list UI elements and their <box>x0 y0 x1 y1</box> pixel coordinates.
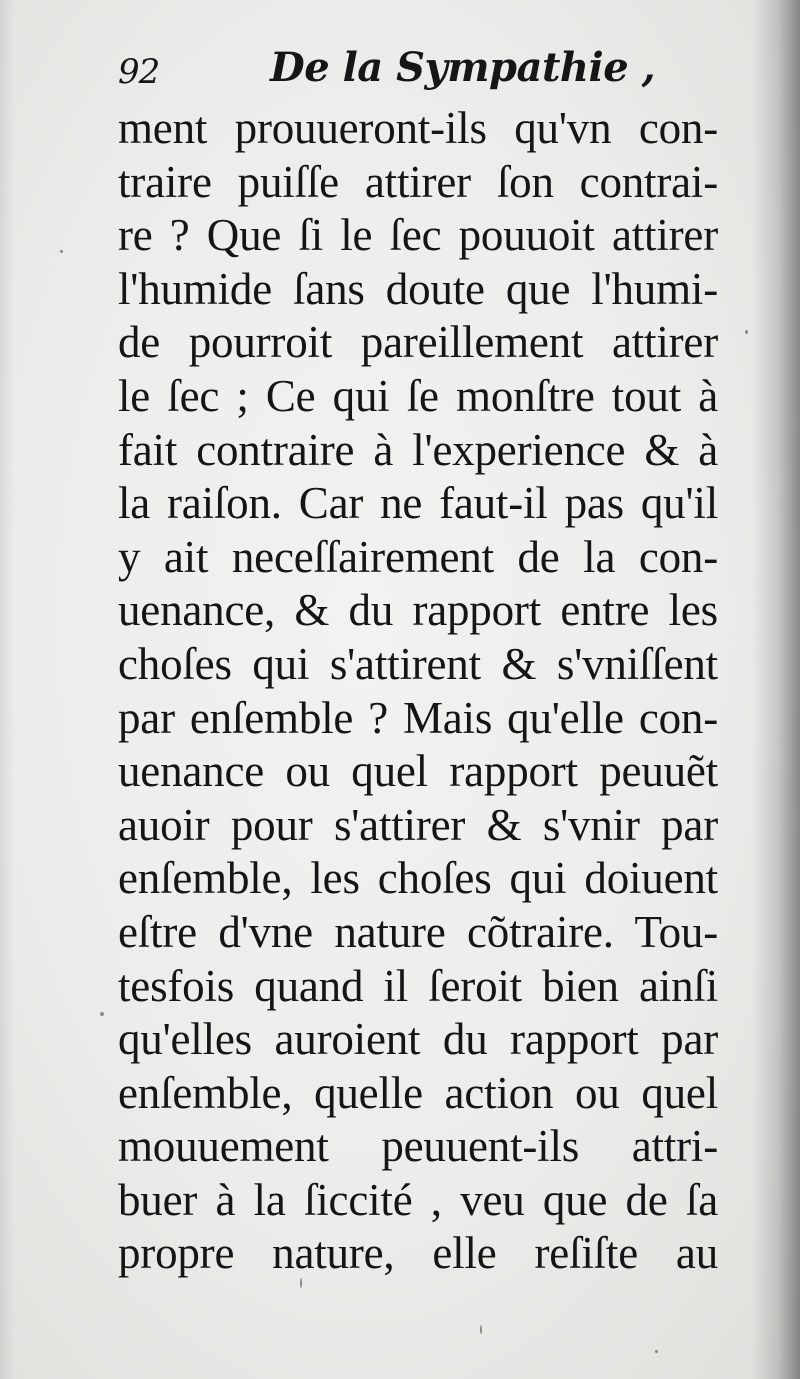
paper-speck <box>60 250 63 253</box>
paper-speck <box>655 1350 658 1353</box>
page-left-edge-shadow <box>0 0 14 1379</box>
text-line: uenance, & du rapport entre les <box>118 585 718 636</box>
text-line: auoir pour s'attirer & s'vnir par <box>118 799 718 850</box>
text-line: la raiſon. Car ne faut-il pas qu'il <box>118 478 718 529</box>
paper-speck <box>100 1012 104 1016</box>
text-line: fait contraire à l'experience & à <box>118 424 718 475</box>
paper-speck <box>480 1325 482 1334</box>
text-line: tesfois quand il ſeroit bien ainſi <box>118 960 718 1011</box>
running-head-title: De la Sympathie , <box>270 44 655 91</box>
text-line: le ſec ; Ce qui ſe monſtre tout à <box>118 370 718 421</box>
text-line: y ait neceſſairement de la con- <box>118 531 718 582</box>
paper-speck <box>300 1278 302 1288</box>
text-line: ment prouueront-ils qu'vn con- <box>118 103 718 153</box>
text-line: traire puiſſe attirer ſon contrai- <box>118 156 718 207</box>
page-right-edge-shadow <box>752 0 800 1379</box>
text-line: qu'elles auroient du rapport par <box>118 1014 718 1065</box>
text-line: enſemble, quelle action ou quel <box>118 1067 718 1118</box>
text-line: uenance ou quel rapport peuuẽt <box>118 746 718 797</box>
text-line: enſemble, les choſes qui doiuent <box>118 853 718 904</box>
text-line: de pourroit pareillement attirer <box>118 317 718 368</box>
body-text <box>118 102 718 1281</box>
text-line: choſes qui s'attirent & s'vniſſent <box>118 638 718 689</box>
page-number: 92 <box>118 52 160 92</box>
text-line: mouuement peuuent-ils attri- <box>118 1121 718 1172</box>
text-line: l'humide ſans doute que l'humi- <box>118 263 718 314</box>
page-header <box>118 44 718 104</box>
text-line: re ? Que ſi le ſec pouuoit attirer <box>118 210 718 261</box>
paper-speck <box>745 330 748 334</box>
text-line: propre nature, elle reſiſte au <box>118 1228 718 1279</box>
text-line: eſtre d'vne nature cõtraire. Tou- <box>118 906 718 957</box>
text-line: par enſemble ? Mais qu'elle con- <box>118 692 718 743</box>
text-line: buer à la ſiccité , veu que de ſa <box>118 1174 718 1225</box>
